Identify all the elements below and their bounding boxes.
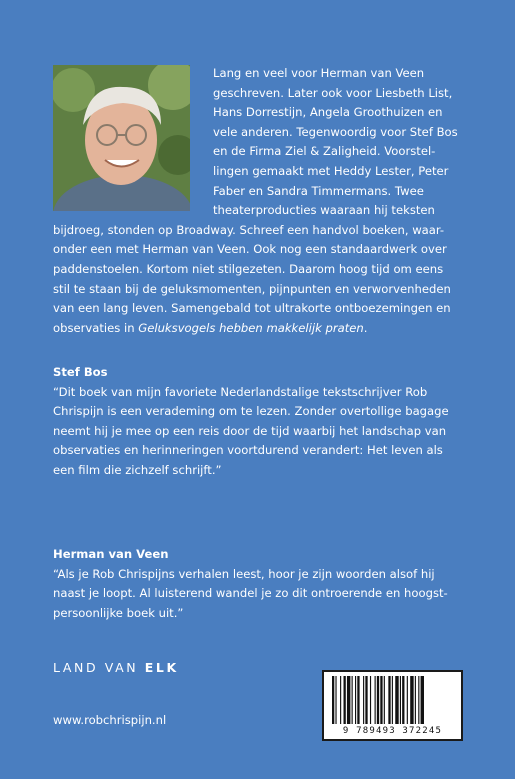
barcode-bar [352,676,353,724]
bio-last-prefix: observaties in [53,320,139,335]
author-bio [53,64,463,338]
barcode-bar [340,676,341,724]
bio-last-suffix: . [363,320,368,335]
barcode-bar [402,676,404,724]
barcode-bar [410,676,413,724]
quote-line: persoonlijke boek uit.” [53,605,184,620]
quote-line: observaties en herinneringen voortdurend verandert: Het leven als [53,443,443,458]
quote-herman-van-veen [53,545,463,623]
barcode-bars [330,676,455,724]
bio-line: paddenstoelen. Kortom niet stilgezeten. Daarom hoog tijd om eens [53,261,444,276]
barcode-bar [344,676,346,724]
bio-line: bijdroeg, stonden op Broadway. Schreef een handvol boeken, waar- [53,222,445,237]
barcode-bar [400,676,401,724]
barcode-bar [355,676,356,724]
book-title: Geluksvogels hebben makkelijk praten [138,320,364,335]
barcode-bar [347,676,350,724]
isbn-digits: 9 789493 372245 [342,726,443,736]
barcode-bar [384,676,385,724]
barcode-bar [377,676,379,724]
publisher-logo [53,660,179,675]
quote-author: Stef Bos [53,365,108,379]
bio-line: van een lang leven. Samengebald tot ultrakorte ontboezemingen en [53,301,451,316]
quote-line: Chrispijn is een verademing om te lezen. Zonder overtollige bagage [53,404,449,419]
publisher-name-part1: LAND VAN [53,660,145,675]
barcode-bar [365,676,367,724]
barcode-bar [370,676,371,724]
barcode-bar [395,676,398,724]
bio-line: Faber en Sandra Timmermans. Twee [213,183,424,198]
quote-text [53,383,463,481]
barcode-bar [407,676,408,724]
barcode-bar [335,676,336,724]
quote-line: “Als je Rob Chrispijns verhalen leest, hoor je zijn woorden alsof hij [53,566,435,581]
quote-text [53,565,463,624]
barcode-bar [380,676,382,724]
bio-line: vele anderen. Tegenwoordig voor Stef Bos [213,124,458,139]
quote-line: “Dit boek van mijn favoriete Nederlandstalige tekstschrijver Rob [53,384,428,399]
barcode-bar [418,676,419,724]
barcode-bar [357,676,359,724]
bio-line: onder een met Herman van Veen. Ook nog een standaardwerk over [53,242,447,257]
publisher-name-part2: ELK [144,660,179,675]
quote-stef-bos [53,363,463,481]
quote-line: neemt hij je mee op een reis door de tijd waarbij het landschap van [53,423,447,438]
quote-author: Herman van Veen [53,547,169,561]
bio-line: en de Firma Ziel & Zaligheid. Voorstel- [213,144,436,159]
bio-line: Hans Dorrestijn, Angela Groothuizen en [213,105,443,120]
barcode-bar [421,676,424,724]
bio-line: Lang en veel voor Herman van Veen [213,66,425,80]
barcode-bar [332,676,334,724]
bio-line: geschreven. Later ook voor Liesbeth List, [213,85,453,100]
barcode-bar [415,676,416,724]
isbn-barcode [322,670,463,741]
barcode-bar [388,676,390,724]
bio-line: stil te staan bij de geluksmomenten, pijnpunten en verworvenheden [53,281,451,296]
quote-line: naast je loopt. Al luisterend wandel je zo dit ontroerende en hoogst- [53,586,448,601]
website-url: www.robchrispijn.nl [53,713,167,727]
bio-line: theaterproducties waaraan hij teksten [213,203,435,218]
quote-line: een film die zichzelf schrijft.” [53,462,222,477]
barcode-bar [375,676,376,724]
barcode-bar [363,676,364,724]
barcode-bar [392,676,393,724]
bio-line: lingen gemaakt met Heddy Lester, Peter [213,163,449,178]
